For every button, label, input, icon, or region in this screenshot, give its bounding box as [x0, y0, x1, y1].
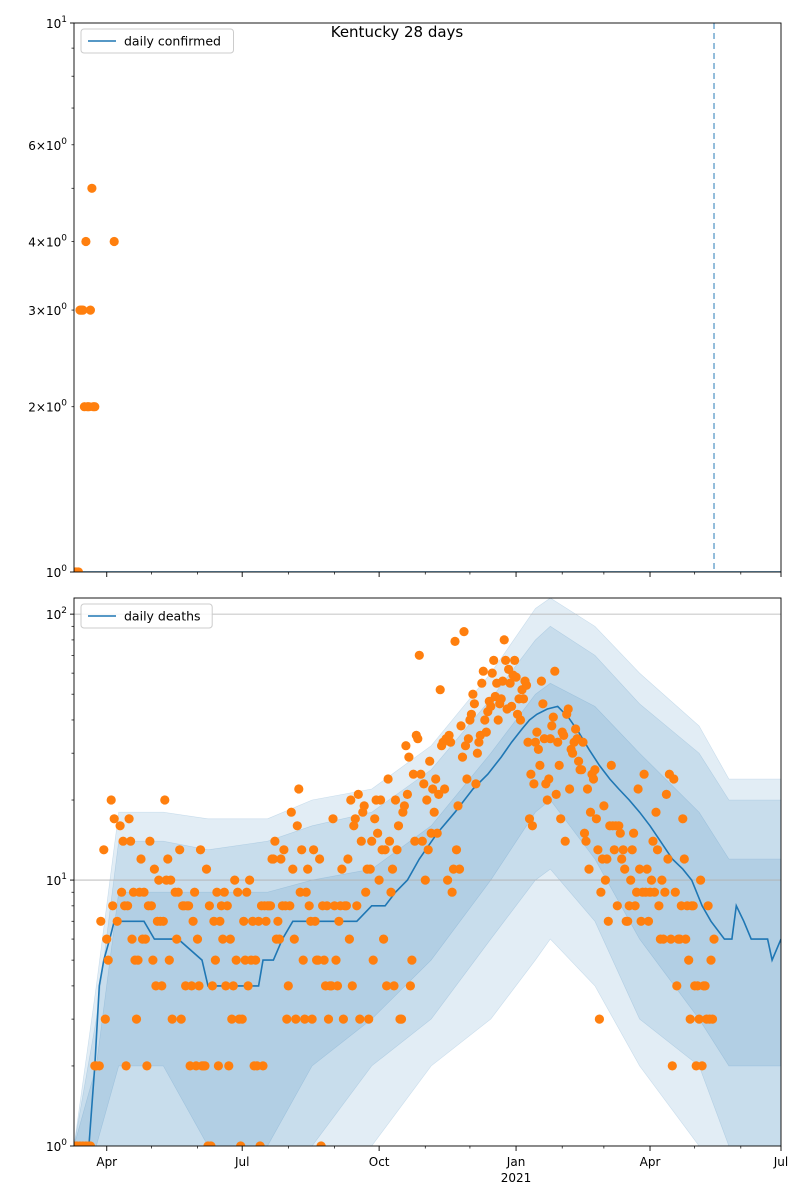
data-point	[497, 694, 506, 703]
data-point	[433, 829, 442, 838]
data-point	[446, 738, 455, 747]
data-point	[421, 876, 430, 885]
data-point	[320, 956, 329, 965]
data-point	[337, 865, 346, 874]
data-point	[81, 237, 90, 246]
data-point	[698, 1061, 707, 1070]
deaths-panel	[46, 598, 788, 1185]
data-point	[708, 1015, 717, 1024]
y-minor-tick-label: $6\times 10^0$	[28, 136, 67, 153]
data-point	[345, 935, 354, 944]
data-point	[654, 901, 663, 910]
data-point	[440, 784, 449, 793]
data-point	[308, 1015, 317, 1024]
legend-label: daily deaths	[124, 608, 201, 624]
data-point	[706, 956, 715, 965]
figure-title: Kentucky 28 days	[330, 23, 464, 41]
data-point	[596, 888, 605, 897]
data-point	[468, 690, 477, 699]
data-point	[644, 917, 653, 926]
data-point	[360, 801, 369, 810]
data-point	[526, 770, 535, 779]
data-point	[354, 790, 363, 799]
data-point	[532, 728, 541, 737]
data-point	[168, 1015, 177, 1024]
data-point	[230, 876, 239, 885]
data-point	[136, 854, 145, 863]
data-point	[616, 829, 625, 838]
data-point	[571, 724, 580, 733]
data-point	[578, 738, 587, 747]
data-point	[671, 888, 680, 897]
data-point	[367, 837, 376, 846]
data-point	[284, 981, 293, 990]
y-tick-label: $10^0$	[45, 1138, 67, 1154]
data-point	[640, 770, 649, 779]
data-point	[389, 981, 398, 990]
data-point	[415, 651, 424, 660]
data-point	[125, 814, 134, 823]
data-point	[226, 935, 235, 944]
data-point	[660, 888, 669, 897]
data-point	[142, 1061, 151, 1070]
data-point	[574, 757, 583, 766]
data-point	[285, 901, 294, 910]
data-point	[388, 865, 397, 874]
data-point	[648, 837, 657, 846]
data-point	[123, 901, 132, 910]
data-point	[215, 917, 224, 926]
data-point	[419, 779, 428, 788]
data-point	[339, 1015, 348, 1024]
data-point	[107, 795, 116, 804]
data-point	[299, 956, 308, 965]
data-point	[175, 845, 184, 854]
data-point	[184, 901, 193, 910]
data-point	[101, 1015, 110, 1024]
confirmed-panel	[28, 15, 781, 580]
data-point	[108, 901, 117, 910]
data-point	[244, 981, 253, 990]
data-point	[104, 956, 113, 965]
data-point	[223, 901, 232, 910]
y-tick-label: $10^0$	[45, 564, 67, 580]
data-point	[113, 917, 122, 926]
data-point	[480, 715, 489, 724]
data-point	[386, 888, 395, 897]
data-point	[189, 917, 198, 926]
data-point	[99, 845, 108, 854]
data-point	[701, 981, 710, 990]
data-point	[425, 757, 434, 766]
data-point	[403, 790, 412, 799]
data-point	[127, 935, 136, 944]
data-point	[290, 935, 299, 944]
plot-area	[69, 23, 781, 577]
data-point	[549, 713, 558, 722]
data-point	[160, 795, 169, 804]
data-point	[343, 854, 352, 863]
data-point	[381, 845, 390, 854]
data-point	[305, 901, 314, 910]
data-point	[145, 837, 154, 846]
data-point	[232, 956, 241, 965]
data-point	[315, 854, 324, 863]
data-point	[448, 888, 457, 897]
data-point	[471, 779, 480, 788]
data-point	[352, 901, 361, 910]
data-point	[590, 765, 599, 774]
data-point	[522, 681, 531, 690]
data-point	[650, 888, 659, 897]
data-point	[686, 1015, 695, 1024]
data-point	[96, 917, 105, 926]
data-point	[681, 935, 690, 944]
data-point	[422, 795, 431, 804]
data-point	[266, 901, 275, 910]
plot-area	[69, 598, 781, 1151]
data-point	[361, 888, 370, 897]
data-point	[369, 956, 378, 965]
data-point	[351, 814, 360, 823]
data-point	[626, 876, 635, 885]
data-point	[628, 845, 637, 854]
data-point	[709, 935, 718, 944]
data-point	[629, 829, 638, 838]
data-point	[132, 1015, 141, 1024]
data-point	[211, 956, 220, 965]
data-point	[458, 753, 467, 762]
data-point	[163, 854, 172, 863]
data-point	[537, 677, 546, 686]
data-point	[117, 888, 126, 897]
data-point	[122, 1061, 131, 1070]
data-point	[139, 888, 148, 897]
data-point	[595, 1015, 604, 1024]
data-point	[303, 865, 312, 874]
data-point	[634, 784, 643, 793]
data-point	[150, 865, 159, 874]
data-point	[653, 845, 662, 854]
data-point	[672, 981, 681, 990]
data-point	[294, 784, 303, 793]
data-point	[601, 876, 610, 885]
data-point	[346, 795, 355, 804]
data-point	[663, 854, 672, 863]
data-point	[473, 749, 482, 758]
data-point	[610, 845, 619, 854]
data-point	[516, 715, 525, 724]
data-point	[501, 656, 510, 665]
axes-frame	[74, 23, 781, 572]
data-point	[552, 790, 561, 799]
data-point	[555, 761, 564, 770]
x-tick-label: Apr	[96, 1155, 118, 1169]
data-point	[208, 981, 217, 990]
data-point	[559, 731, 568, 740]
data-point	[544, 774, 553, 783]
data-point	[669, 774, 678, 783]
data-point	[564, 704, 573, 713]
data-point	[452, 845, 461, 854]
data-point	[348, 981, 357, 990]
data-point	[462, 774, 471, 783]
data-point	[430, 808, 439, 817]
data-point	[126, 837, 135, 846]
data-point	[455, 865, 464, 874]
data-point	[291, 1015, 300, 1024]
data-point	[202, 865, 211, 874]
data-point	[456, 721, 465, 730]
data-point	[607, 761, 616, 770]
data-point	[275, 935, 284, 944]
data-point	[333, 981, 342, 990]
data-point	[593, 845, 602, 854]
data-point	[220, 888, 229, 897]
data-point	[116, 821, 125, 830]
data-point	[242, 888, 251, 897]
data-point	[251, 956, 260, 965]
data-point	[261, 917, 270, 926]
data-point	[87, 184, 96, 193]
x-tick-label: Jan	[506, 1155, 526, 1169]
y-minor-tick-label: $2\times 10^0$	[28, 398, 67, 415]
data-point	[431, 774, 440, 783]
data-point	[282, 1015, 291, 1024]
data-point	[166, 876, 175, 885]
y-tick-label: $10^1$	[45, 872, 67, 889]
data-point	[617, 854, 626, 863]
data-point	[366, 865, 375, 874]
data-point	[364, 1015, 373, 1024]
data-point	[233, 888, 242, 897]
data-point	[623, 917, 632, 926]
x-year-label: 2021	[500, 1171, 532, 1185]
data-point	[519, 694, 528, 703]
data-point	[592, 814, 601, 823]
data-point	[696, 876, 705, 885]
data-point	[224, 1061, 233, 1070]
y-tick-label: $10^1$	[45, 15, 67, 31]
data-point	[273, 917, 282, 926]
data-point	[147, 901, 156, 910]
data-point	[602, 854, 611, 863]
data-point	[379, 935, 388, 944]
data-point	[407, 956, 416, 965]
data-point	[328, 814, 337, 823]
data-point	[279, 845, 288, 854]
data-point	[293, 821, 302, 830]
data-point	[148, 956, 157, 965]
data-point	[482, 728, 491, 737]
data-point	[584, 865, 593, 874]
data-point	[657, 876, 666, 885]
data-point	[538, 699, 547, 708]
data-point	[568, 749, 577, 758]
data-point	[95, 1061, 104, 1070]
data-point	[385, 837, 394, 846]
data-point	[86, 306, 95, 315]
x-tick-label: Jul	[234, 1155, 250, 1169]
data-point	[159, 917, 168, 926]
data-point	[102, 935, 111, 944]
data-point	[239, 917, 248, 926]
data-point	[550, 667, 559, 676]
x-tick-label: Apr	[639, 1155, 661, 1169]
x-tick-label: Jul	[773, 1155, 789, 1169]
data-point	[200, 1061, 209, 1070]
data-point	[141, 935, 150, 944]
data-point	[205, 901, 214, 910]
data-point	[529, 779, 538, 788]
data-point	[459, 627, 468, 636]
data-point	[534, 745, 543, 754]
data-point	[418, 837, 427, 846]
data-point	[680, 854, 689, 863]
data-point	[392, 845, 401, 854]
data-point	[486, 702, 495, 711]
data-point	[90, 402, 99, 411]
data-point	[668, 1061, 677, 1070]
data-point	[288, 865, 297, 874]
data-point	[133, 956, 142, 965]
data-point	[470, 699, 479, 708]
data-point	[406, 981, 415, 990]
data-point	[528, 821, 537, 830]
data-point	[238, 1015, 247, 1024]
data-point	[620, 865, 629, 874]
data-point	[416, 770, 425, 779]
data-point	[424, 845, 433, 854]
data-point	[172, 935, 181, 944]
data-point	[507, 702, 516, 711]
data-point	[190, 888, 199, 897]
data-point	[413, 734, 422, 743]
data-point	[297, 845, 306, 854]
data-point	[488, 669, 497, 678]
data-point	[589, 774, 598, 783]
data-point	[577, 765, 586, 774]
data-point	[177, 1015, 186, 1024]
data-point	[547, 721, 556, 730]
data-point	[599, 801, 608, 810]
data-point	[689, 901, 698, 910]
data-point	[453, 801, 462, 810]
data-point	[467, 710, 476, 719]
data-point	[581, 837, 590, 846]
data-point	[397, 1015, 406, 1024]
data-point	[394, 821, 403, 830]
data-point	[334, 917, 343, 926]
data-point	[613, 901, 622, 910]
data-point	[165, 956, 174, 965]
data-point	[464, 734, 473, 743]
legend	[81, 604, 212, 628]
data-point	[245, 876, 254, 885]
data-point	[494, 715, 503, 724]
data-point	[511, 673, 520, 682]
data-point	[302, 888, 311, 897]
data-point	[357, 837, 366, 846]
data-point	[580, 829, 589, 838]
y-minor-tick-label: $4\times 10^0$	[28, 233, 67, 250]
data-point	[384, 774, 393, 783]
data-point	[404, 753, 413, 762]
data-point	[157, 981, 166, 990]
data-point	[174, 888, 183, 897]
data-point	[436, 685, 445, 694]
data-point	[401, 741, 410, 750]
data-point	[214, 1061, 223, 1070]
legend	[81, 29, 234, 53]
data-point	[500, 635, 509, 644]
data-point	[678, 814, 687, 823]
data-point	[110, 814, 119, 823]
data-point	[477, 679, 486, 688]
data-point	[194, 981, 203, 990]
data-point	[583, 784, 592, 793]
data-point	[400, 801, 409, 810]
data-point	[535, 761, 544, 770]
data-point	[355, 1015, 364, 1024]
data-point	[193, 935, 202, 944]
data-point	[276, 854, 285, 863]
data-point	[443, 876, 452, 885]
data-point	[450, 637, 459, 646]
data-point	[110, 237, 119, 246]
data-point	[684, 956, 693, 965]
data-point	[309, 845, 318, 854]
data-point	[631, 901, 640, 910]
data-point	[376, 795, 385, 804]
data-point	[287, 808, 296, 817]
data-point	[642, 865, 651, 874]
data-point	[561, 837, 570, 846]
data-point	[370, 814, 379, 823]
data-point	[342, 901, 351, 910]
data-point	[391, 795, 400, 804]
data-point	[311, 917, 320, 926]
data-point	[651, 808, 660, 817]
data-point	[565, 784, 574, 793]
data-point	[662, 790, 671, 799]
data-point	[619, 845, 628, 854]
data-point	[373, 829, 382, 838]
x-tick-label: Oct	[368, 1155, 390, 1169]
data-point	[556, 814, 565, 823]
legend-label: daily confirmed	[124, 33, 221, 49]
data-point	[479, 667, 488, 676]
y-tick-label: $10^2$	[45, 606, 67, 623]
data-point	[270, 837, 279, 846]
y-minor-tick-label: $3\times 10^0$	[28, 302, 67, 319]
data-point	[375, 876, 384, 885]
data-point	[324, 1015, 333, 1024]
data-point	[543, 795, 552, 804]
data-point	[647, 876, 656, 885]
data-point	[331, 956, 340, 965]
data-point	[196, 845, 205, 854]
data-point	[489, 656, 498, 665]
data-point	[704, 901, 713, 910]
data-point	[510, 656, 519, 665]
data-point	[604, 917, 613, 926]
data-point	[258, 1061, 267, 1070]
data-point	[229, 981, 238, 990]
